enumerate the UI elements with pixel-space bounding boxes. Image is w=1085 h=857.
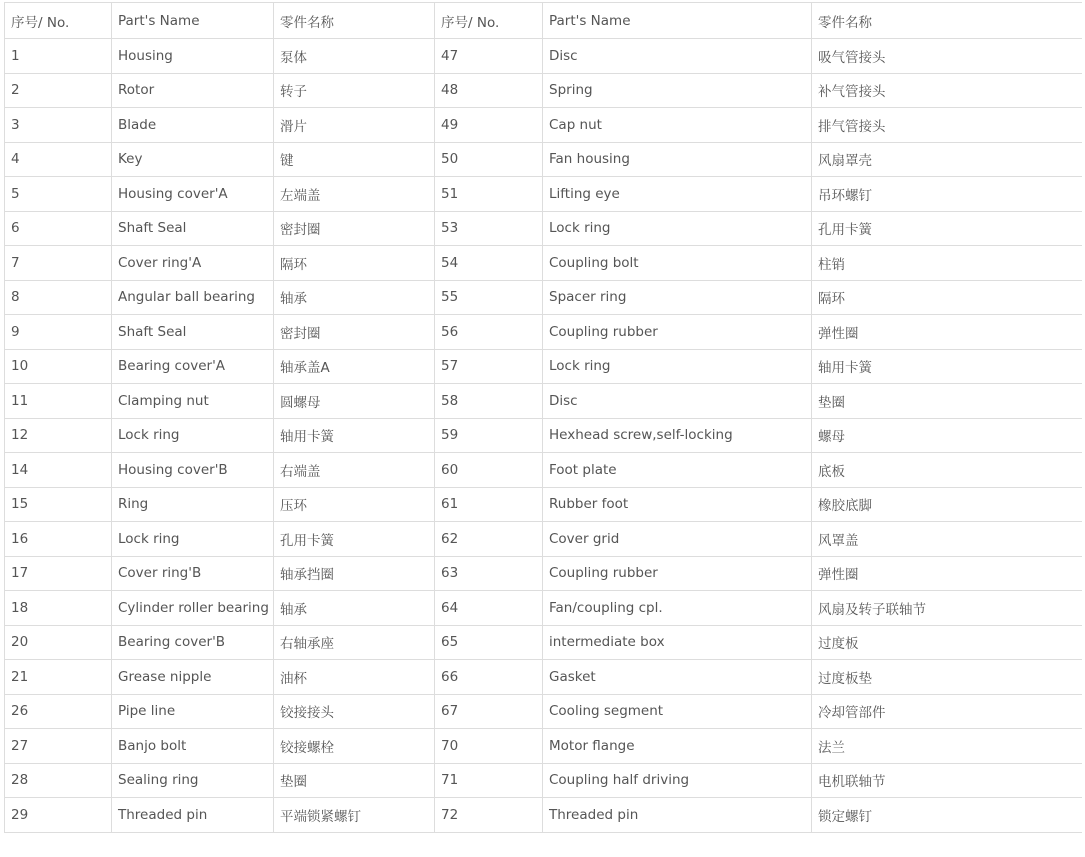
part-name-cn-right-cell: 孔用卡簧: [812, 211, 1083, 246]
no-right-cell: 51: [435, 177, 543, 212]
no-right-cell: 53: [435, 211, 543, 246]
no-left-cell: 7: [5, 246, 112, 281]
part-name-cn-right-cell: 过度板: [812, 625, 1083, 660]
table-row: [5, 418, 1083, 453]
part-name-left-cell: Lock ring: [112, 418, 274, 453]
part-name-cn-left-cell: 轴用卡簧: [274, 418, 435, 453]
part-name-right-cell: Lifting eye: [543, 177, 812, 212]
part-name-right-cell: intermediate box: [543, 625, 812, 660]
table-row: [5, 246, 1083, 281]
no-left-cell: 28: [5, 763, 112, 798]
no-right-cell: 49: [435, 108, 543, 143]
part-name-right-cell: Coupling rubber: [543, 315, 812, 350]
part-name-cn-right-cell: 柱销: [812, 246, 1083, 281]
no-left-cell: 2: [5, 73, 112, 108]
part-name-right-cell: Cap nut: [543, 108, 812, 143]
part-name-cn-left-cell: 右端盖: [274, 453, 435, 488]
part-name-cn-left-cell: 铰接接头: [274, 694, 435, 729]
part-name-cn-right-cell: 弹性圈: [812, 556, 1083, 591]
part-name-left-cell: Ring: [112, 487, 274, 522]
part-name-left-cell: Pipe line: [112, 694, 274, 729]
part-name-cn-right-cell: 锁定螺钉: [812, 798, 1083, 833]
part-name-cn-right-cell: 橡胶底脚: [812, 487, 1083, 522]
table-row: [5, 522, 1083, 557]
part-name-cn-right-cell: 底板: [812, 453, 1083, 488]
part-name-cn-left-cell: 压环: [274, 487, 435, 522]
part-name-cn-left-cell: 垫圈: [274, 763, 435, 798]
part-name-right-cell: Coupling bolt: [543, 246, 812, 281]
part-name-cn-right-cell: 风罩盖: [812, 522, 1083, 557]
no-right-cell: 62: [435, 522, 543, 557]
part-name-cn-left-cell: 圆螺母: [274, 384, 435, 419]
part-name-left-cell: Rotor: [112, 73, 274, 108]
table-row: [5, 39, 1083, 74]
table-row: [5, 591, 1083, 626]
table-row: [5, 763, 1083, 798]
no-left-cell: 12: [5, 418, 112, 453]
part-name-right-cell: Fan/coupling cpl.: [543, 591, 812, 626]
no-left-cell: 3: [5, 108, 112, 143]
header-part-name-right: Part's Name: [543, 3, 812, 39]
part-name-cn-right-cell: 垫圈: [812, 384, 1083, 419]
no-right-cell: 60: [435, 453, 543, 488]
table-row: [5, 798, 1083, 833]
part-name-right-cell: Rubber foot: [543, 487, 812, 522]
no-right-cell: 59: [435, 418, 543, 453]
part-name-cn-left-cell: 隔环: [274, 246, 435, 281]
part-name-left-cell: Banjo bolt: [112, 729, 274, 764]
part-name-left-cell: Blade: [112, 108, 274, 143]
part-name-cn-right-cell: 吸气管接头: [812, 39, 1083, 74]
parts-table: [4, 2, 1082, 833]
part-name-cn-left-cell: 轴承: [274, 280, 435, 315]
no-left-cell: 20: [5, 625, 112, 660]
part-name-right-cell: Fan housing: [543, 142, 812, 177]
part-name-left-cell: Grease nipple: [112, 660, 274, 695]
part-name-right-cell: Gasket: [543, 660, 812, 695]
no-left-cell: 26: [5, 694, 112, 729]
no-right-cell: 66: [435, 660, 543, 695]
part-name-right-cell: Cover grid: [543, 522, 812, 557]
part-name-cn-left-cell: 转子: [274, 73, 435, 108]
part-name-cn-left-cell: 左端盖: [274, 177, 435, 212]
no-left-cell: 14: [5, 453, 112, 488]
table-row: [5, 384, 1083, 419]
part-name-left-cell: Lock ring: [112, 522, 274, 557]
part-name-left-cell: Housing cover'A: [112, 177, 274, 212]
part-name-cn-right-cell: 排气管接头: [812, 108, 1083, 143]
no-right-cell: 50: [435, 142, 543, 177]
part-name-cn-right-cell: 冷却管部件: [812, 694, 1083, 729]
part-name-cn-left-cell: 键: [274, 142, 435, 177]
part-name-right-cell: Coupling half driving: [543, 763, 812, 798]
part-name-right-cell: Hexhead screw,self-locking: [543, 418, 812, 453]
no-right-cell: 54: [435, 246, 543, 281]
part-name-cn-right-cell: 螺母: [812, 418, 1083, 453]
no-left-cell: 5: [5, 177, 112, 212]
part-name-cn-right-cell: 法兰: [812, 729, 1083, 764]
part-name-right-cell: Foot plate: [543, 453, 812, 488]
part-name-cn-right-cell: 轴用卡簧: [812, 349, 1083, 384]
no-right-cell: 48: [435, 73, 543, 108]
no-left-cell: 27: [5, 729, 112, 764]
no-right-cell: 57: [435, 349, 543, 384]
table-row: [5, 73, 1083, 108]
part-name-right-cell: Lock ring: [543, 349, 812, 384]
header-part-name-cn-left: 零件名称: [274, 3, 435, 39]
part-name-right-cell: Cooling segment: [543, 694, 812, 729]
table-row: [5, 280, 1083, 315]
table-row: [5, 556, 1083, 591]
header-part-name-cn-right: 零件名称: [812, 3, 1083, 39]
part-name-left-cell: Shaft Seal: [112, 315, 274, 350]
table-row: [5, 142, 1083, 177]
part-name-cn-right-cell: 隔环: [812, 280, 1083, 315]
table-row: [5, 487, 1083, 522]
no-right-cell: 56: [435, 315, 543, 350]
part-name-cn-right-cell: 补气管接头: [812, 73, 1083, 108]
no-left-cell: 10: [5, 349, 112, 384]
no-right-cell: 64: [435, 591, 543, 626]
no-right-cell: 58: [435, 384, 543, 419]
part-name-cn-right-cell: 弹性圈: [812, 315, 1083, 350]
no-right-cell: 71: [435, 763, 543, 798]
part-name-right-cell: Lock ring: [543, 211, 812, 246]
part-name-cn-right-cell: 过度板垫: [812, 660, 1083, 695]
part-name-left-cell: Angular ball bearing: [112, 280, 274, 315]
part-name-cn-left-cell: 右轴承座: [274, 625, 435, 660]
part-name-right-cell: Spacer ring: [543, 280, 812, 315]
part-name-left-cell: Threaded pin: [112, 798, 274, 833]
table-row: [5, 625, 1083, 660]
header-no-right: 序号/ No.: [435, 3, 543, 39]
table-row: [5, 660, 1083, 695]
part-name-right-cell: Disc: [543, 39, 812, 74]
no-left-cell: 15: [5, 487, 112, 522]
no-right-cell: 72: [435, 798, 543, 833]
no-left-cell: 18: [5, 591, 112, 626]
no-right-cell: 70: [435, 729, 543, 764]
part-name-left-cell: Housing cover'B: [112, 453, 274, 488]
no-left-cell: 9: [5, 315, 112, 350]
part-name-left-cell: Clamping nut: [112, 384, 274, 419]
no-right-cell: 61: [435, 487, 543, 522]
part-name-cn-right-cell: 吊环螺钉: [812, 177, 1083, 212]
part-name-cn-left-cell: 泵体: [274, 39, 435, 74]
part-name-left-cell: Sealing ring: [112, 763, 274, 798]
no-left-cell: 21: [5, 660, 112, 695]
no-right-cell: 55: [435, 280, 543, 315]
part-name-cn-left-cell: 油杯: [274, 660, 435, 695]
part-name-cn-right-cell: 风扇及转子联轴节: [812, 591, 1083, 626]
parts-table-container: [4, 2, 1082, 857]
header-no-left: 序号/ No.: [5, 3, 112, 39]
table-row: [5, 177, 1083, 212]
part-name-cn-left-cell: 滑片: [274, 108, 435, 143]
part-name-cn-left-cell: 密封圈: [274, 315, 435, 350]
part-name-left-cell: Bearing cover'B: [112, 625, 274, 660]
table-row: [5, 211, 1083, 246]
part-name-right-cell: Spring: [543, 73, 812, 108]
header-part-name-left: Part's Name: [112, 3, 274, 39]
part-name-right-cell: Threaded pin: [543, 798, 812, 833]
part-name-left-cell: Cover ring'A: [112, 246, 274, 281]
table-header-row: [5, 3, 1083, 39]
no-left-cell: 16: [5, 522, 112, 557]
table-row: [5, 315, 1083, 350]
part-name-cn-left-cell: 铰接螺栓: [274, 729, 435, 764]
part-name-cn-left-cell: 轴承盖A: [274, 349, 435, 384]
part-name-left-cell: Shaft Seal: [112, 211, 274, 246]
part-name-left-cell: Cylinder roller bearing: [112, 591, 274, 626]
no-right-cell: 63: [435, 556, 543, 591]
part-name-left-cell: Housing: [112, 39, 274, 74]
part-name-left-cell: Key: [112, 142, 274, 177]
part-name-cn-left-cell: 孔用卡簧: [274, 522, 435, 557]
part-name-right-cell: Disc: [543, 384, 812, 419]
table-body: [5, 39, 1083, 833]
no-left-cell: 1: [5, 39, 112, 74]
table-row: [5, 349, 1083, 384]
part-name-cn-right-cell: 电机联轴节: [812, 763, 1083, 798]
no-left-cell: 17: [5, 556, 112, 591]
no-right-cell: 65: [435, 625, 543, 660]
part-name-cn-left-cell: 轴承: [274, 591, 435, 626]
table-row: [5, 453, 1083, 488]
no-left-cell: 11: [5, 384, 112, 419]
part-name-right-cell: Motor flange: [543, 729, 812, 764]
no-left-cell: 6: [5, 211, 112, 246]
no-right-cell: 67: [435, 694, 543, 729]
part-name-cn-right-cell: 风扇罩壳: [812, 142, 1083, 177]
table-row: [5, 694, 1083, 729]
table-row: [5, 108, 1083, 143]
part-name-cn-left-cell: 轴承挡圈: [274, 556, 435, 591]
part-name-right-cell: Coupling rubber: [543, 556, 812, 591]
no-left-cell: 8: [5, 280, 112, 315]
part-name-cn-left-cell: 平端锁紧螺钉: [274, 798, 435, 833]
part-name-left-cell: Bearing cover'A: [112, 349, 274, 384]
no-right-cell: 47: [435, 39, 543, 74]
part-name-left-cell: Cover ring'B: [112, 556, 274, 591]
part-name-cn-left-cell: 密封圈: [274, 211, 435, 246]
no-left-cell: 4: [5, 142, 112, 177]
no-left-cell: 29: [5, 798, 112, 833]
table-row: [5, 729, 1083, 764]
